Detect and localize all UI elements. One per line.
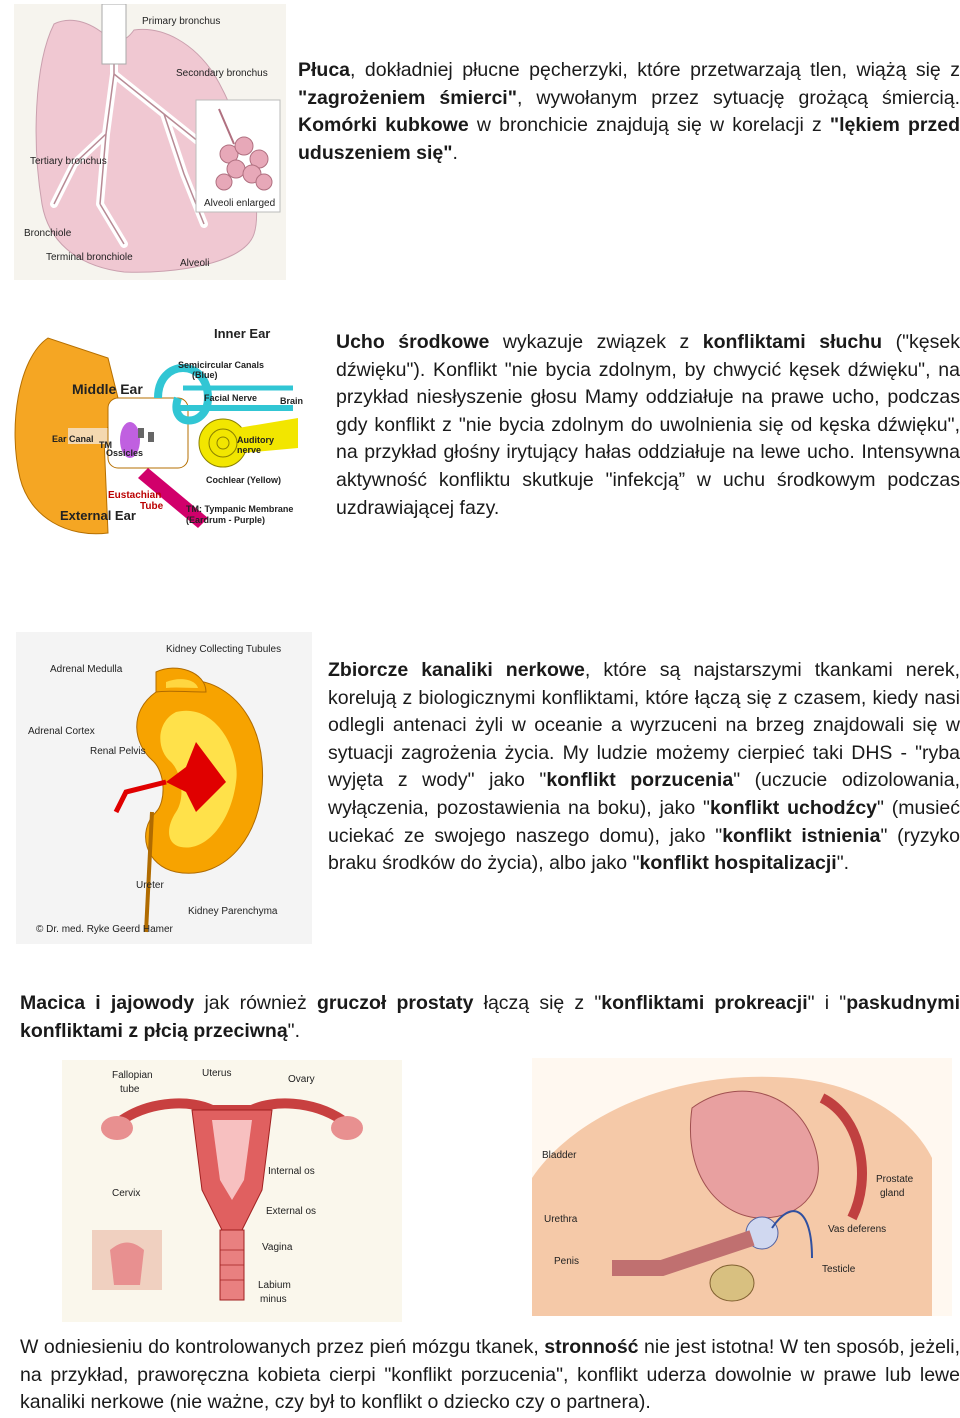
label-bladder: Bladder <box>542 1150 577 1161</box>
lung-diagram <box>14 4 286 280</box>
label-prostate-gland: gland <box>880 1188 905 1199</box>
label-renal-pelvis: Renal Pelvis <box>90 746 146 757</box>
body-text: wykazuje związek z <box>489 331 703 353</box>
label-prostate: Prostate <box>876 1174 914 1185</box>
female-reproductive-diagram <box>62 1060 402 1322</box>
reproductive-paragraph <box>20 990 960 1045</box>
body-text: ". <box>287 1019 301 1042</box>
emphasis-text: konfliktami słuchu <box>702 331 883 353</box>
label-uterus: Uterus <box>202 1068 232 1079</box>
label-middle-ear: Middle Ear <box>72 381 143 397</box>
label-brain: Brain <box>280 396 304 406</box>
label-inner-ear: Inner Ear <box>214 326 271 341</box>
final-paragraph <box>20 1334 960 1417</box>
emphasis-text: Macica i jajowody <box>20 992 195 1014</box>
emphasis-text: Płuca <box>298 59 351 81</box>
label-external-ear: External Ear <box>60 508 136 523</box>
label-terminal-bronchiole: Terminal bronchiole <box>46 252 133 263</box>
label-internal-os: Internal os <box>268 1166 315 1177</box>
body-text: ". <box>836 852 850 875</box>
ear-paragraph <box>336 329 960 522</box>
label-tm-caption: TM: Tympanic Membrane <box>186 504 294 514</box>
body-text: nie jest istotna! W ten sposób, jeżeli, na przykład, praworęczna kobieta cierpi "konflikt porzucenia", konflikt uderza dowolnie w prawe lub lewe kanaliki nerkowe (nie ważne, czy był to konflikt o dziecko czy o partnera). <box>20 1336 960 1414</box>
label-fallopian: Fallopian <box>112 1070 153 1081</box>
label-parenchyma: Kidney Parenchyma <box>188 906 278 917</box>
label-tube: Tube <box>140 501 164 512</box>
emphasis-text: paskudnymi konfliktami z płcią przeciwną <box>20 992 960 1042</box>
label-adrenal-cortex: Adrenal Cortex <box>28 726 95 737</box>
label-eustachian: Eustachian <box>108 490 162 501</box>
emphasis-text: Zbiorcze kanaliki nerkowe <box>328 659 585 681</box>
label-alveoli-enlarged: Alveoli enlarged <box>204 198 276 209</box>
body-text: " i " <box>807 992 847 1014</box>
label-external-os: External os <box>266 1206 317 1217</box>
label-copyright: © Dr. med. Ryke Geerd Hamer <box>36 924 173 935</box>
label-alveoli: Alveoli <box>180 258 210 269</box>
label-blue: (Blue) <box>192 370 218 380</box>
label-nerve: nerve <box>237 445 262 455</box>
emphasis-text: "lękiem przed uduszeniem się" <box>298 114 960 164</box>
label-minus: minus <box>260 1294 287 1305</box>
emphasis-text: Komórki kubkowe <box>298 114 469 137</box>
emphasis-text: "zagrożeniem śmierci" <box>298 86 517 109</box>
emphasis-text: gruczoł prostaty <box>316 992 474 1014</box>
label-penis: Penis <box>554 1256 580 1267</box>
label-tertiary-bronchus: Tertiary bronchus <box>30 156 107 167</box>
body-text: , które są najstarszymi tkankami nerek, korelują z biologicznymi konfliktami, które łączą się z czasem, kiedy nasi odlegli antenaci żyli w oceanie a wyrzuceni na brzeg znajdowali się w sytuacji zagrożenia życia. My ludzie możemy cierpieć taki DHS - "ryba wyjęta z wody" jako " <box>328 659 960 792</box>
label-urethra: Urethra <box>544 1214 578 1225</box>
emphasis-text: konflikt porzucenia <box>546 769 734 792</box>
emphasis-text: konflikt uchodźcy <box>709 796 878 819</box>
label-cervix: Cervix <box>112 1188 141 1199</box>
emphasis-text: konfliktami prokreacji <box>601 992 808 1014</box>
body-text: " (uczucie odizolowania, wyłączenia, pozostawienia na boku), jako " <box>328 769 960 819</box>
kidney-diagram <box>16 632 312 944</box>
emphasis-text: konflikt hospitalizacji <box>639 852 837 875</box>
body-text: w bronchicie znajdują się w korelacji z <box>468 114 830 137</box>
body-text: , dokładniej płucne pęcherzyki, które przetwarzają tlen, wiążą się z <box>350 59 960 81</box>
emphasis-text: stronność <box>544 1336 639 1358</box>
label-auditory: Auditory <box>237 435 274 445</box>
emphasis-text: konflikt istnienia <box>722 824 881 847</box>
kidney-paragraph <box>328 657 960 878</box>
label-adrenal-medulla: Adrenal Medulla <box>50 664 123 675</box>
label-cochlear: Cochlear (Yellow) <box>206 475 282 485</box>
label-ossicles: Ossicles <box>106 448 144 458</box>
lung-paragraph <box>298 57 960 167</box>
label-eardrum: (Eardrum - Purple) <box>186 515 266 525</box>
label-vagina: Vagina <box>262 1242 293 1253</box>
label-secondary-bronchus: Secondary bronchus <box>176 68 268 79</box>
label-collecting-tubules: Kidney Collecting Tubules <box>166 644 282 655</box>
body-text: W odniesieniu do kontrolowanych przez pień mózgu tkanek, <box>20 1336 545 1358</box>
body-text: łączą się z " <box>473 992 602 1014</box>
label-bronchiole: Bronchiole <box>24 228 72 239</box>
label-labium: Labium <box>258 1280 291 1291</box>
label-vas-deferens: Vas deferens <box>828 1224 887 1235</box>
label-ovary: Ovary <box>288 1074 315 1085</box>
label-facial-nerve: Facial Nerve <box>204 393 258 403</box>
label-primary-bronchus: Primary bronchus <box>142 16 221 27</box>
body-text: " (musieć uciekać ze swojego naszego domu), jako " <box>328 796 960 847</box>
body-text: . <box>452 141 458 164</box>
body-text: " (ryzyko braku środków do życia), albo jako " <box>328 824 960 875</box>
label-ureter: Ureter <box>136 880 164 891</box>
label-semicircular: Semicircular Canals <box>178 360 265 370</box>
ear-diagram <box>8 318 320 542</box>
body-text: ("kęsek dźwięku"). Konflikt "nie bycia zdolnym, by chwycić kęsek dźwięku", na przykład niesłyszenie głosu Mamy oddziałuje na prawe ucho, podczas gdy konflikt z "nie bycia zdolnym do uwolnienia się od kęska dźwięku", na przykład głośny irytujący hałas oddziałuje na lewe ucho. Intensywna aktywność konfliktu skutkuje "infekcją” w uchu środkowym podczas uzdrawiającej fazy. <box>336 331 960 519</box>
body-text: jak również <box>194 992 317 1014</box>
label-fallopian-tube: tube <box>120 1084 140 1095</box>
label-tm: TM <box>99 440 112 450</box>
label-ear-canal: Ear Canal <box>52 434 94 444</box>
male-reproductive-diagram <box>532 1058 952 1316</box>
body-text: , wywołanym przez sytuację grożącą śmiercią. <box>516 86 960 109</box>
label-testicle: Testicle <box>822 1264 856 1275</box>
emphasis-text: Ucho środkowe <box>336 331 490 353</box>
